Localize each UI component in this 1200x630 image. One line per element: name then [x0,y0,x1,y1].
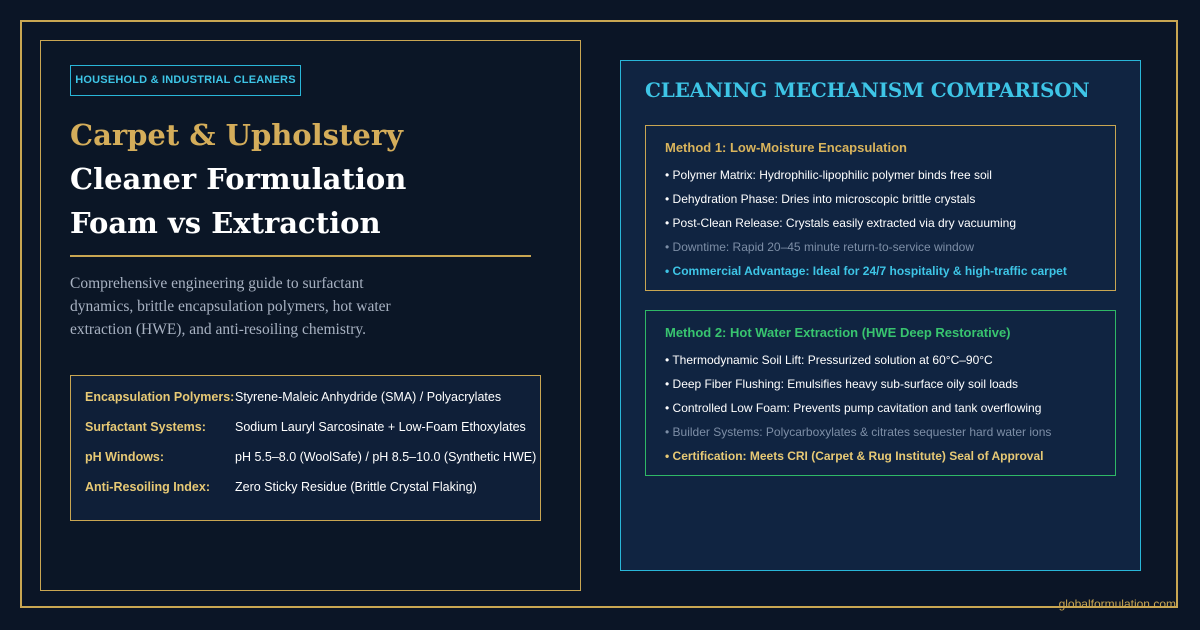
method-bullet-highlight: • Certification: Meets CRI (Carpet & Rug Institute) Seal of Approval [665,449,1044,463]
spec-table [70,375,541,521]
method-bullet: • Polymer Matrix: Hydrophilic-lipophilic polymer binds free soil [665,168,992,182]
spec-label: Anti-Resoiling Index: [85,480,210,494]
title-line-3: Foam vs Extraction [70,206,381,240]
method-title: Method 1: Low-Moisture Encapsulation [665,140,907,155]
title-line-accent: Carpet & Upholstery [70,118,403,152]
spec-label: pH Windows: [85,450,165,464]
method-bullet: • Downtime: Rapid 20–45 minute return-to-service window [665,240,975,254]
category-tag: HOUSEHOLD & INDUSTRIAL CLEANERS [70,65,301,96]
method-bullet: • Dehydration Phase: Dries into microscopic brittle crystals [665,192,976,206]
method-bullet-highlight: • Commercial Advantage: Ideal for 24/7 hospitality & high-traffic carpet [665,264,1067,278]
spec-label: Encapsulation Polymers: [85,390,235,404]
method-card-hot-water-extraction [645,310,1116,476]
method-bullet: • Controlled Low Foam: Prevents pump cavitation and tank overflowing [665,401,1042,415]
spec-value: pH 5.5–8.0 (WoolSafe) / pH 8.5–10.0 (Synthetic HWE) [235,450,537,464]
title-line-2: Cleaner Formulation [70,162,407,196]
method-bullet: • Deep Fiber Flushing: Emulsifies heavy sub-surface oily soil loads [665,377,1019,391]
method-title: Method 2: Hot Water Extraction (HWE Deep Restorative) [665,325,1011,340]
spec-value: Styrene-Maleic Anhydride (SMA) / Polyacrylates [235,390,502,404]
method-bullet: • Thermodynamic Soil Lift: Pressurized solution at 60°C–90°C [665,353,993,367]
method-card-encapsulation [645,125,1116,291]
page-title [70,113,550,245]
spec-label: Surfactant Systems: [85,420,206,434]
comparison-title: CLEANING MECHANISM COMPARISON [645,78,1090,102]
description: Comprehensive engineering guide to surfactant dynamics, brittle encapsulation polymers, hot water extraction (HWE), and anti-resoiling chemistry. [70,275,391,338]
method-bullet: • Post-Clean Release: Crystals easily extracted via dry vacuuming [665,216,1017,230]
method-bullet: • Builder Systems: Polycarboxylates & citrates sequester hard water ions [665,425,1052,439]
title-divider [70,255,531,257]
spec-value: Sodium Lauryl Sarcosinate + Low-Foam Ethoxylates [235,420,526,434]
spec-value: Zero Sticky Residue (Brittle Crystal Flaking) [235,480,477,494]
site-link[interactable]: globalformulation.com [1058,597,1176,611]
